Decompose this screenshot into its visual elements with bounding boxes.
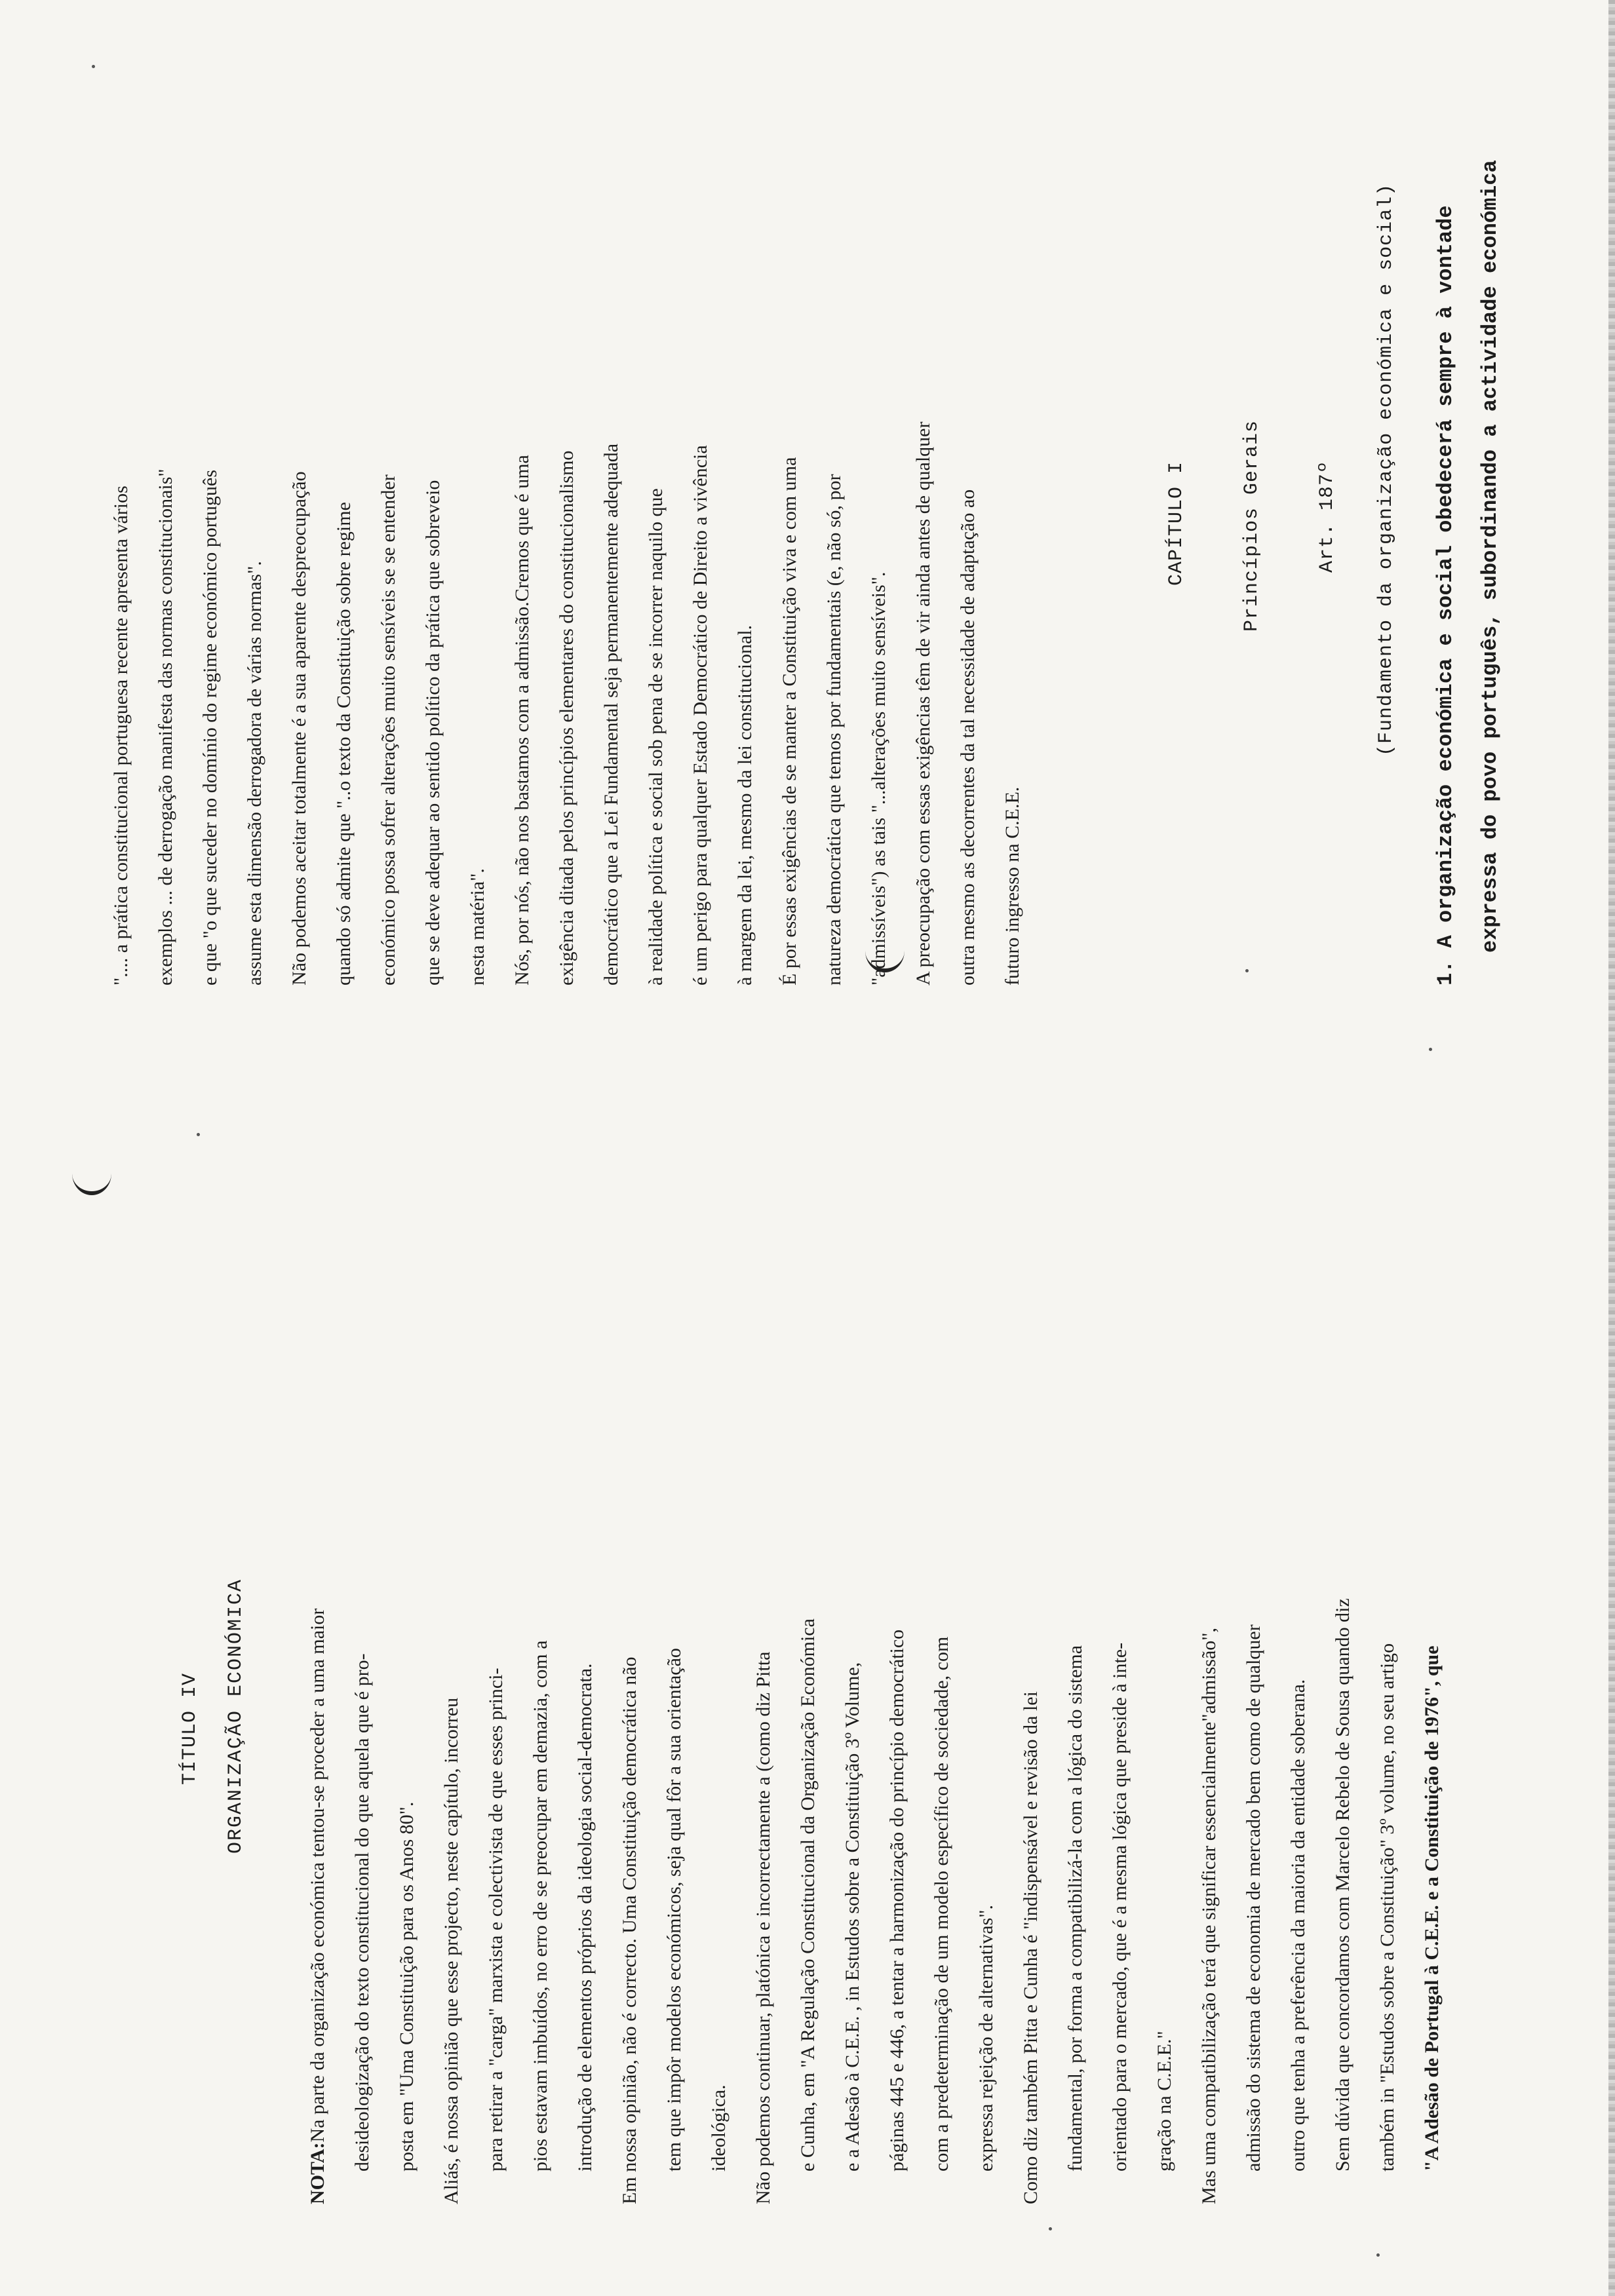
text-line: Não podemos aceitar totalmente é a sua aparente despreocupação [288,471,310,985]
text-line: à margem da lei, mesmo da lei constitucional. [734,624,756,985]
scan-speck [1245,969,1249,972]
text-line: quando só admite que "..o texto da Constituição sobre regime [333,502,355,985]
text-line: natureza democrática que temos por fundamentais (e, não só, por [823,474,845,985]
text-line: exigência ditada pelos princípios elementares do constitucionalismo [556,450,577,985]
text-line: futuro ingresso na C.E.E. [1002,786,1023,985]
text-line: orientado para o mercado, que é a mesma lógica que preside à inte- [1109,1642,1131,2172]
article-caption: (Fundamento da organização económica e social) [1375,183,1397,756]
text-line: gração na C.E.E." [1154,2031,1175,2172]
text-line: para retirar a "carga" marxista e colectivista de que esses princi- [485,1668,507,2172]
text-line: é um perigo para qualquer Estado Democrático de Direito a vivência [690,445,711,985]
text-line: posta em "Uma Constituição para os Anos 80". [396,1801,418,2172]
text-line: A preocupação com essas exigências têm de vir ainda antes de qualquer [912,421,934,985]
article-line: 1. A organização económica e social obedecerá sempre à vontade [1433,205,1458,985]
text-line: Sem dúvida que concordamos com Marcelo Rebelo de Sousa quando diz [1332,1598,1353,2172]
text-line: introdução de elementos próprios da ideologia social-democrata. [574,1663,596,2172]
text-line: democrático que a Lei Fundamental seja permanentemente adequada [600,443,622,985]
scan-speck [92,65,95,68]
text-line: exemplos ... de derrogação manifesta das normas constitucionais" [155,469,176,985]
text-line: nesta matéria". [467,868,488,985]
title-heading: TÍTULO IV [179,1672,201,1785]
right-column [0,42,1615,985]
text-line: "admissíveis") as tais "...alterações muito sensíveis". [868,571,889,985]
scan-speck [197,1133,200,1136]
text-line: Não podemos continuar, platónica e incorrectamente a (como diz Pitta [752,1651,774,2204]
text-line: assume esta dimensão derrogadora de várias normas". [244,561,265,985]
text-line: Mas uma compatibilização terá que significar essencialmente"admissão", [1198,1627,1220,2204]
text-line: económico possa sofrer alterações muito sensíveis se se entender [378,474,399,985]
text-line: Nós, por nós, não nos bastamos com a admissão.Cremos que é uma [511,455,533,985]
text-line: que se deve adequar ao sentido político da prática que sobreveio [422,480,444,985]
scan-speck [1376,2253,1380,2257]
text-line: "A Adesão de Portugal à C.E.E. e a Constituição de 1976", que [1421,1645,1443,2172]
text-line: NOTA:Na parte da organização económica tentou-se proceder a uma maior [307,1608,328,2204]
text-line: É por essas exigências de se manter a Constituição viva e com uma [779,457,800,985]
scan-speck [1049,2227,1052,2230]
binder-hole-mark [865,929,905,972]
text-line: e a Adesão à C.E.E. , in Estudos sobre a Constituição 3º Volume, [842,1662,863,2172]
text-line: outra mesmo as decorrentes da tal necessidade de adaptação ao [957,489,979,985]
chapter-heading: CAPÍTULO I [1165,461,1188,586]
scan-speck [1429,1048,1432,1051]
left-column [0,1182,1615,2204]
text-line: Em nossa opinião, não é correcto. Uma Constituição democrática não [619,1656,640,2204]
subtitle-heading: ORGANIZAÇÃO ECONÓMICA [225,1578,247,1854]
chapter-title: Princípios Gerais [1241,419,1263,632]
text-line: desideologização do texto constitucional do que aquela que é pro- [351,1653,373,2172]
binder-hole-mark [72,1152,111,1195]
text-line: pios estavam imbuídos, no erro de se preocupar em demazia, com a [530,1640,551,2172]
text-line: tem que impôr modelos económicos, seja qual fôr a sua orientação [663,1648,685,2172]
text-line: ".... a prática constitucional portuguesa recente apresenta vários [110,486,132,985]
text-line: à realidade política e social sob pena de se incorrer naquilo que [645,488,667,985]
text-line: com a predeterminação de um modelo específico de sociedade, com [931,1636,952,2172]
text-line: expressa rejeição de alternativas". [975,1904,997,2172]
text-line: e que "o que suceder no domínio do regime económico português [199,469,221,985]
text-line: Aliás, é nossa opinião que esse projecto, neste capítulo, incorreu [440,1697,462,2204]
nota-label: NOTA: [307,2142,328,2204]
text-line: Como diz também Pitta e Cunha é "indispensável e revisão da lei [1020,1691,1041,2204]
text-line: outro que tenha a preferência da maioria da entidade soberana. [1287,1679,1309,2172]
text-line: fundamental, por forma a compatibilizá-la com a lógica do sistema [1064,1645,1086,2172]
text-line: também in "Estudos sobre a Constituição" 3º volume, no seu artigo [1376,1643,1398,2172]
text-line: ideológica. [708,2084,730,2172]
article-number: Art. 187º [1316,460,1338,573]
text-line: páginas 445 e 446, a tentar a harmonização do princípio democrático [886,1629,908,2172]
article-line: expressa do povo português, subordinando a actividade económica [1478,160,1502,953]
text-line: admissão do sistema de economia de mercado bem como de qualquer [1243,1624,1264,2172]
text-line: e Cunha, em "A Regulação Constitucional da Organização Económica [797,1618,819,2172]
